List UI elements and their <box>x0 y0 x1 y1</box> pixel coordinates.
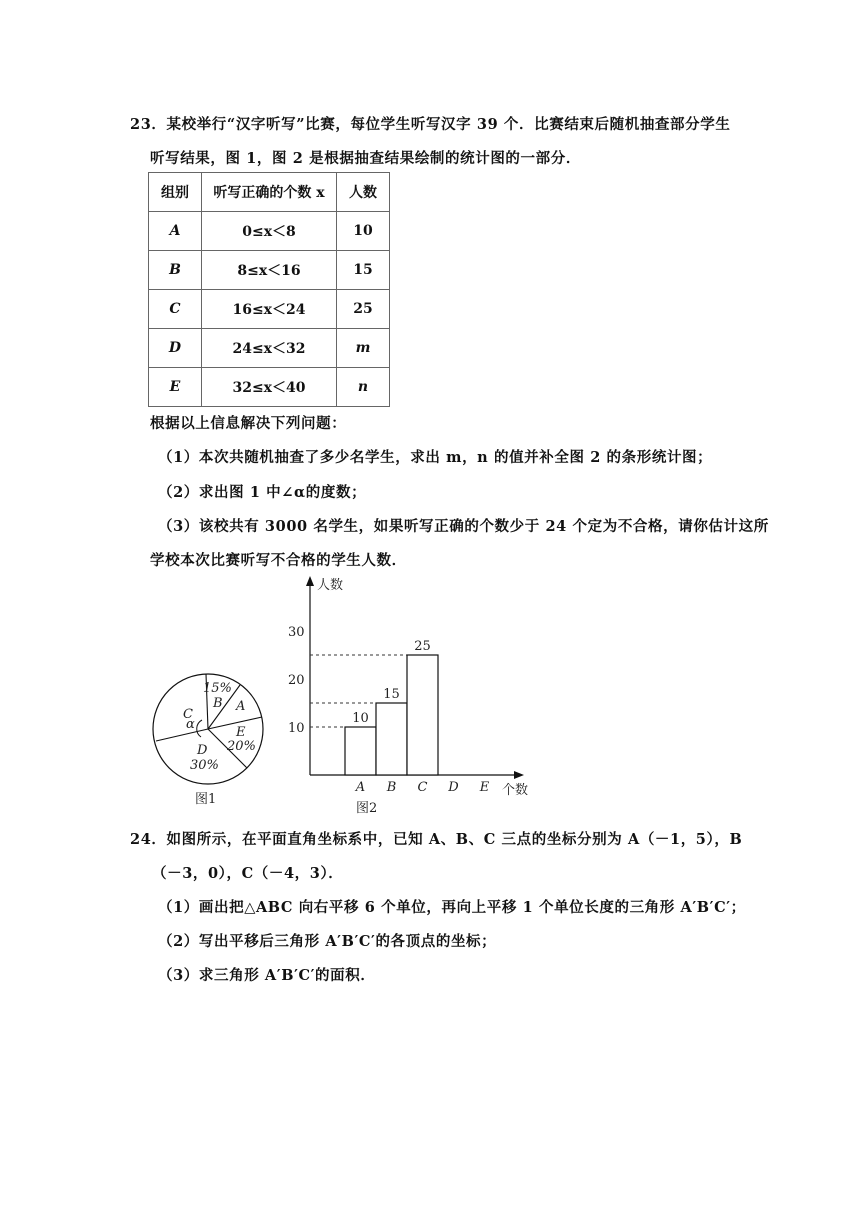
table-cell: 16≤x＜24 <box>202 290 337 329</box>
pie-label-b-percent: 15% <box>203 681 232 696</box>
q24-part1: （1）画出把△ABC 向右平移 6 个单位，再向上平移 1 个单位长度的三角形 A′B′C′； <box>158 899 746 916</box>
pie-slice-border <box>208 717 262 729</box>
pie-slice-border <box>156 729 208 741</box>
table-cell: 10 <box>337 212 390 251</box>
table-cell: 15 <box>337 251 390 290</box>
q24-part3: （3）求三角形 A′B′C′的面积． <box>158 967 376 984</box>
x-category-label: A <box>355 780 366 795</box>
q24-part2: （2）写出平移后三角形 A′B′C′的各顶点的坐标； <box>158 933 497 950</box>
pie-label-alpha: α <box>186 717 195 732</box>
x-axis-arrow <box>514 771 524 779</box>
table-header: 听写正确的个数 x <box>202 173 337 212</box>
table-cell: n <box>337 368 390 407</box>
bar-value-label: 15 <box>383 687 400 702</box>
table-cell: A <box>149 212 202 251</box>
bar <box>376 703 407 775</box>
q23-stem-line1: 23．某校举行“汉字听写”比赛，每位学生听写汉字 39 个．比赛结束后随机抽查部分学生 <box>130 116 731 133</box>
bar <box>345 727 376 775</box>
pie-label-d: D <box>197 743 208 758</box>
bar <box>407 655 438 775</box>
table-cell: B <box>149 251 202 290</box>
pie-label-b: B <box>213 696 223 711</box>
table-cell: 0≤x＜8 <box>202 212 337 251</box>
x-axis-label: 个数 <box>502 783 529 798</box>
pie-label-c: C <box>183 707 193 722</box>
table-cell: 25 <box>337 290 390 329</box>
pie-label-d-percent: 30% <box>190 758 219 773</box>
pie-chart <box>153 674 263 807</box>
pie-label-e-percent: 20% <box>227 739 256 754</box>
bar-value-label: 10 <box>352 711 369 726</box>
fig2-caption: 图2 <box>356 801 378 816</box>
pie-label-a: A <box>236 699 246 714</box>
q23-part3: （3）该校共有 3000 名学生，如果听写正确的个数少于 24 个定为不合格，请你估计这所 <box>158 518 769 535</box>
y-tick-label: 30 <box>288 625 305 640</box>
bar-chart <box>288 576 528 816</box>
x-category-label: D <box>448 780 459 795</box>
table-cell: C <box>149 290 202 329</box>
y-tick-label: 10 <box>288 721 305 736</box>
table-cell: E <box>149 368 202 407</box>
table-cell: D <box>149 329 202 368</box>
y-axis-arrow <box>306 576 314 586</box>
alpha-angle-arc <box>197 720 202 737</box>
q23-part4: 学校本次比赛听写不合格的学生人数． <box>150 552 407 569</box>
table-cell: m <box>337 329 390 368</box>
q24-stem-line2: （－3，0），C（－4，3）． <box>152 865 344 882</box>
q24-stem-line1: 24．如图所示，在平面直角坐标系中，已知 A、B、C 三点的坐标分别为 A（－1，5），B <box>130 831 743 848</box>
x-category-label: B <box>386 780 397 795</box>
x-category-label: E <box>479 780 490 795</box>
table-cell: 32≤x＜40 <box>202 368 337 407</box>
x-category-label: C <box>417 780 428 795</box>
y-tick-label: 20 <box>288 673 305 688</box>
q23-part1: （1）本次共随机抽查了多少名学生，求出 m，n 的值并补全图 2 的条形统计图； <box>158 449 713 466</box>
table-header: 人数 <box>337 173 390 212</box>
pie-label-e: E <box>236 725 246 740</box>
table-header: 组别 <box>149 173 202 212</box>
table-cell: 8≤x＜16 <box>202 251 337 290</box>
table-cell: 24≤x＜32 <box>202 329 337 368</box>
bar-value-label: 25 <box>414 639 431 654</box>
q23-part2: （2）求出图 1 中∠α的度数； <box>158 484 367 501</box>
q23-intro: 根据以上信息解决下列问题： <box>150 415 347 432</box>
fig1-caption: 图1 <box>195 792 217 807</box>
y-axis-label: 人数 <box>317 578 344 593</box>
q23-stem-line2: 听写结果，图 1，图 2 是根据抽查结果绘制的统计图的一部分． <box>150 150 581 167</box>
